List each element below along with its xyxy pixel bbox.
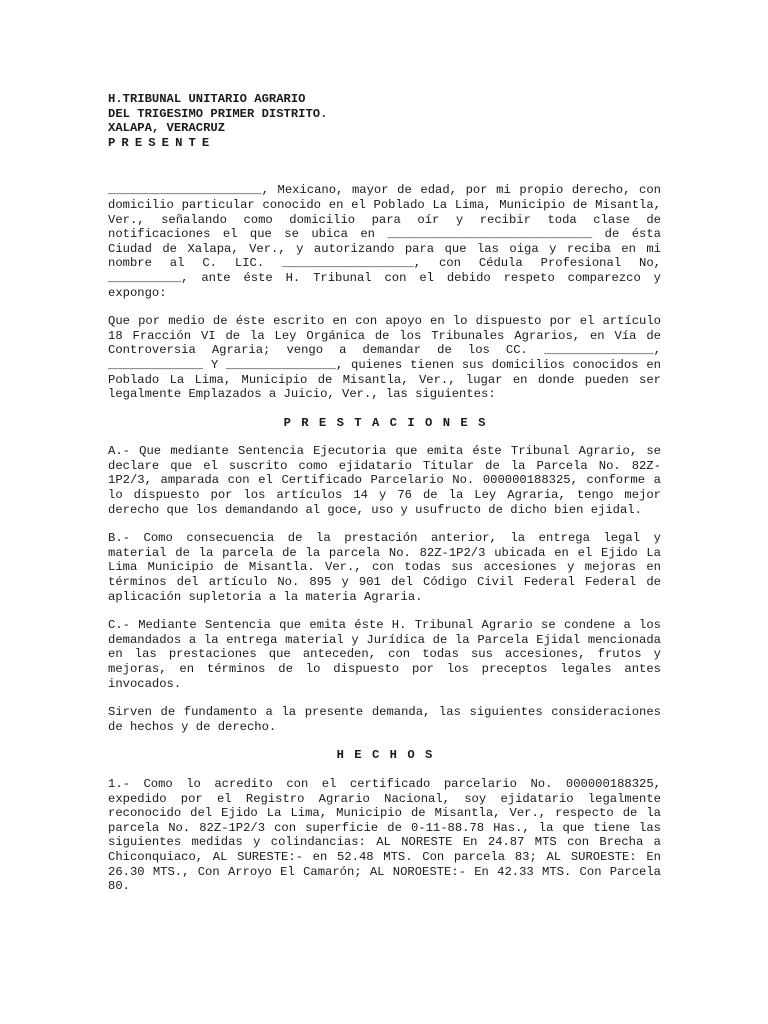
document-body bbox=[108, 92, 661, 894]
addressee-line-2: DEL TRIGESIMO PRIMER DISTRITO. bbox=[108, 106, 328, 121]
prestacion-c-paragraph: C.- Mediante Sentencia que emita éste H. Tribunal Agrario se condene a los demandados a la entrega material y Jurídica de la Parcela Ejidal mencionada en las prestaciones que anteceden, con todas sus accesiones, frutos y mejoras, en términos de lo dispuesto por los preceptos legales antes invocados. bbox=[108, 618, 661, 691]
prestacion-b-paragraph: B.- Como consecuencia de la prestación anterior, la entrega legal y material de la parcela de la parcela No. 82Z-1P2/3 ubicada en el Ejido La Lima Municipio de Misantla. Ver., con todas sus accesiones y mejoras en términos del artículo No. 895 y 901 del Código Civil Federal Federal de aplicación supletoria a la materia Agraria. bbox=[108, 531, 661, 604]
prestacion-a-paragraph: A.- Que mediante Sentencia Ejecutoria que emita éste Tribunal Agrario, se declare que el suscrito como ejidatario Titular de la Parcela No. 82Z-1P2/3, amparada con el Certificado Parcelario No. 000000188325, conforme a lo dispuesto por los artículos 14 y 76 de la Ley Agraria, tengo mejor derecho que los demandando al goce, uso y usufructo de dicho bien ejidal. bbox=[108, 444, 661, 517]
hechos-heading: HECHOS bbox=[336, 748, 443, 763]
hecho-1-paragraph: 1.- Como lo acredito con el certificado parcelario No. 000000188325, expedido por el Registro Agrario Nacional, soy ejidatario legalmente reconocido del Ejido La Lima, Municipio de Misantla, Ver., respecto de la parcela No. 82Z-1P2/3 con superficie de 0-11-88.78 Has., la que tiene las siguientes medidas y colindancias: AL NORESTE En 24.87 MTS con Brecha a Chiconquiaco, AL SURESTE:- en 52.48 MTS. Con parcela 83; AL SUROESTE: En 26.30 MTS., Con Arroyo El Camarón; AL NOROESTE:- En 42.33 MTS. Con Parcela 80. bbox=[108, 776, 661, 894]
fundamento-paragraph: Sirven de fundamento a la presente demanda, las siguientes consideraciones de hechos y de derecho. bbox=[108, 705, 661, 734]
addressee-presente: PRESENTE bbox=[108, 135, 216, 150]
addressee-line-3: XALAPA, VERACRUZ bbox=[108, 121, 226, 136]
demand-paragraph: Que por medio de éste escrito en con apoyo en lo dispuesto por el artículo 18 Fracción VI de la Ley Orgánica de los Tribunales Agrarios, en Vía de Controversia Agraria; vengo a demandar de los CC. _______________, _____________ Y _______________, quienes tienen sus domicilios conocidos en Poblado La Lima, Municipio de Misantla, Ver., lugar en donde pueden ser legalmente Emplazados a Juicio, Ver., las siguientes: bbox=[108, 314, 661, 402]
prestaciones-heading: PRESTACIONES bbox=[283, 415, 496, 430]
intro-paragraph: _____________________, Mexicano, mayor de edad, por mi propio derecho, con domicilio particular conocido en el Poblado La Lima, Municipio de Misantla, Ver., señalando como domicilio para oír y recibir toda clase de notificaciones el que se ubica en ____________________________ de ésta Ciudad de Xalapa, Ver., y autorizando para que las oiga y reciba en mi nombre al C. LIC. __________________, con Cédula Profesional No, __________, ante éste H. Tribunal con el debido respeto comparezco y expongo: bbox=[108, 183, 661, 300]
addressee-line-1: H.TRIBUNAL UNITARIO AGRARIO bbox=[108, 92, 306, 106]
